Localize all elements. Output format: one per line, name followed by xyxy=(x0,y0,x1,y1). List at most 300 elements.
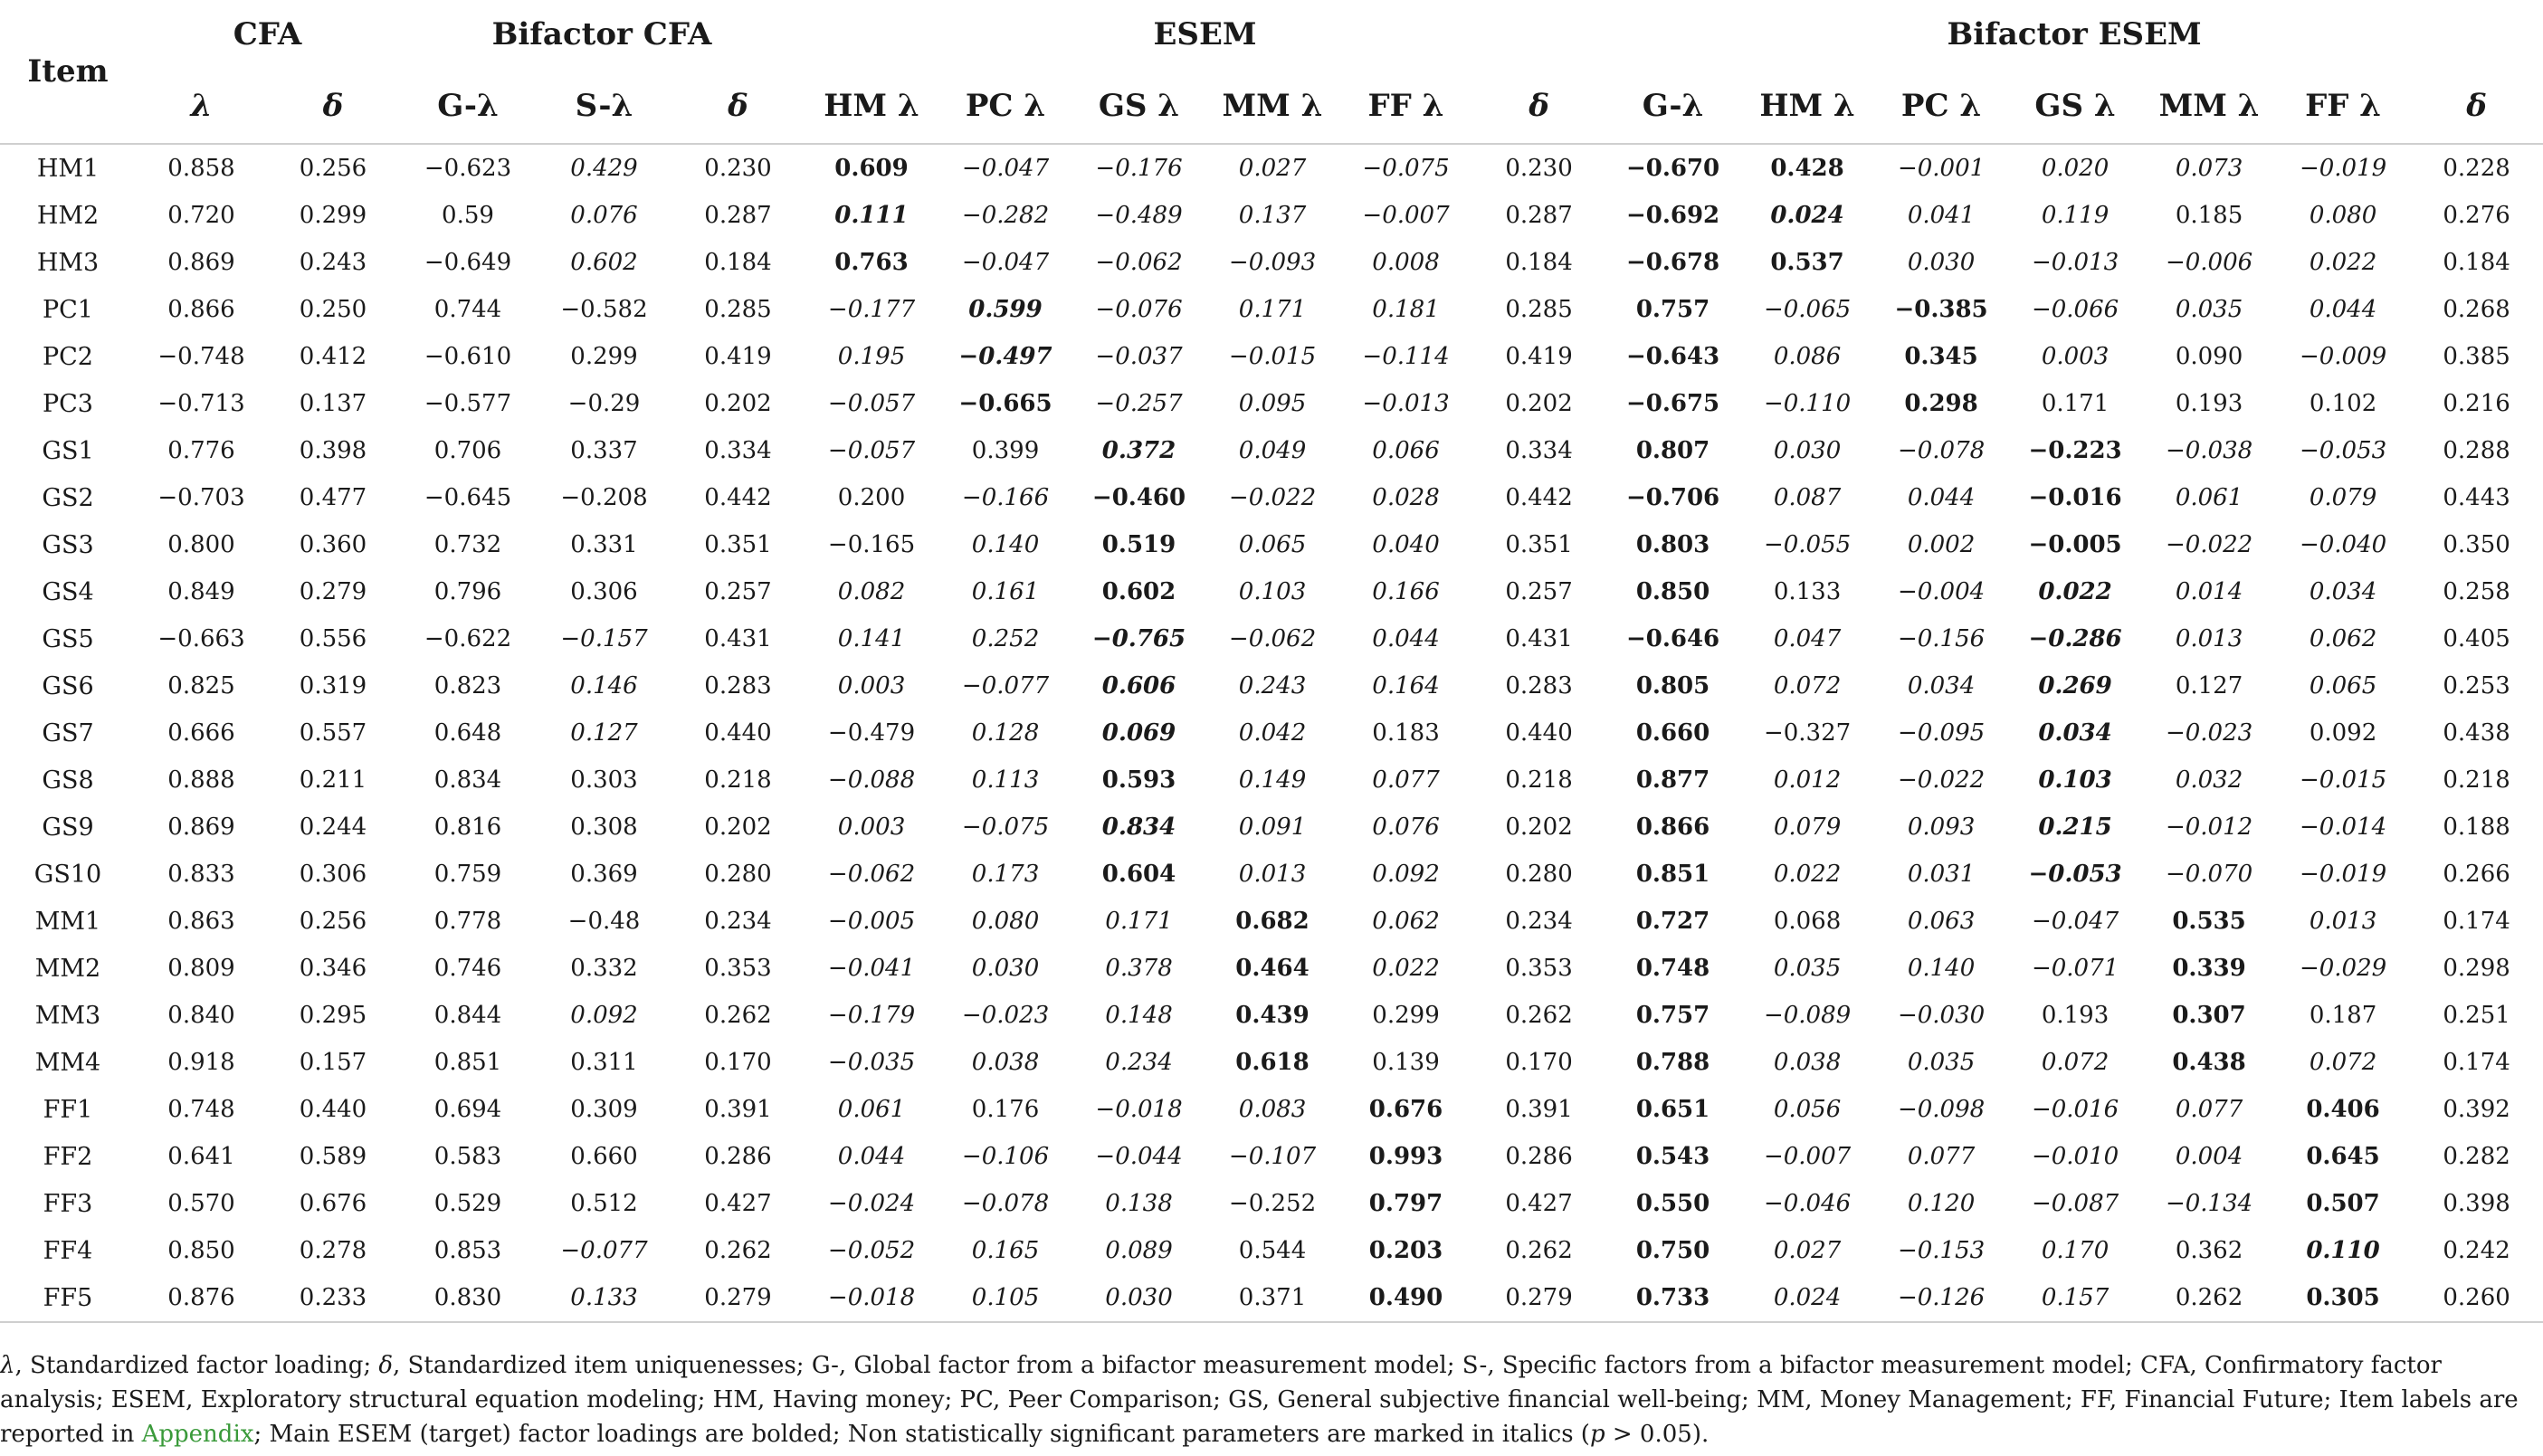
table-cell: 0.170 xyxy=(2041,1237,2110,1264)
table-cell: −0.706 xyxy=(1625,484,1720,511)
item-label: GS8 xyxy=(42,766,94,795)
table-cell: 0.262 xyxy=(704,1237,772,1264)
table-cell: −0.071 xyxy=(2031,955,2119,982)
table-cell: 0.372 xyxy=(1101,437,1176,464)
table-cell: 0.049 xyxy=(1238,437,1307,464)
table-cell: 0.171 xyxy=(1238,296,1307,323)
table-cell: −0.010 xyxy=(2031,1143,2119,1170)
table-cell: 0.648 xyxy=(433,719,502,747)
table-cell: −0.001 xyxy=(1897,155,1986,182)
column-header: FF λ xyxy=(1339,69,1472,144)
table-cell: 0.858 xyxy=(167,155,235,182)
table-cell: 0.041 xyxy=(1907,202,1976,229)
table-cell: 0.298 xyxy=(2443,955,2510,982)
table-body xyxy=(0,144,2543,1322)
table-cell: −0.046 xyxy=(1763,1190,1852,1217)
item-label: PC2 xyxy=(42,342,93,371)
table-cell: 0.140 xyxy=(1907,955,1976,982)
table-cell: 0.065 xyxy=(2309,672,2377,699)
table-cell: 0.512 xyxy=(570,1190,638,1217)
table-cell: 0.825 xyxy=(167,672,235,699)
column-header: G-λ xyxy=(399,69,537,144)
table-cell: 0.431 xyxy=(704,625,772,652)
table-cell: 0.030 xyxy=(1907,249,1976,276)
item-label: GS4 xyxy=(42,577,94,606)
column-header: FF λ xyxy=(2276,69,2410,144)
table-cell: 0.797 xyxy=(1368,1190,1443,1217)
table-cell: 0.748 xyxy=(167,1096,235,1123)
table-cell: 0.113 xyxy=(971,766,1040,794)
table-cell: 0.047 xyxy=(1773,625,1842,652)
table-cell: 0.002 xyxy=(1907,531,1976,558)
table-cell: 0.285 xyxy=(1505,296,1573,323)
table-cell: 0.077 xyxy=(1907,1143,1976,1170)
table-cell: −0.066 xyxy=(2031,296,2119,323)
table-cell: 0.103 xyxy=(1238,578,1307,605)
column-header: MM λ xyxy=(2142,69,2276,144)
table-row xyxy=(0,1180,2543,1227)
table-cell: −0.582 xyxy=(560,296,648,323)
table-cell: 0.295 xyxy=(299,1002,367,1029)
table-cell: 0.351 xyxy=(1505,531,1573,558)
table-cell: 0.311 xyxy=(570,1049,638,1076)
table-row xyxy=(0,851,2543,898)
table-cell: 0.044 xyxy=(837,1143,906,1170)
table-cell: 0.550 xyxy=(1635,1190,1710,1217)
table-cell: 0.092 xyxy=(2309,719,2377,747)
table-cell: −0.014 xyxy=(2299,814,2387,841)
table-cell: 0.863 xyxy=(167,908,235,935)
table-cell: −0.177 xyxy=(827,296,916,323)
table-cell: 0.103 xyxy=(2038,766,2112,794)
table-row xyxy=(0,380,2543,427)
table-cell: 0.228 xyxy=(2443,155,2510,182)
item-label: HM3 xyxy=(36,248,100,277)
table-cell: 0.651 xyxy=(1635,1096,1710,1123)
item-label: GS9 xyxy=(42,813,94,842)
table-cell: 0.258 xyxy=(2443,578,2510,605)
table-cell: 0.371 xyxy=(1205,1274,1339,1322)
column-header: G-λ xyxy=(1605,69,1740,144)
table-cell: 0.809 xyxy=(167,955,235,982)
table-cell: 0.378 xyxy=(1105,955,1173,982)
table-cell: 0.193 xyxy=(2175,390,2243,417)
table-cell: −0.663 xyxy=(157,625,245,652)
table-cell: 0.287 xyxy=(704,202,772,229)
table-cell: 0.068 xyxy=(1773,908,1842,935)
table-cell: 0.065 xyxy=(1238,531,1307,558)
table-cell: 0.027 xyxy=(1773,1237,1842,1264)
table-cell: 0.072 xyxy=(2041,1049,2110,1076)
table-cell: 0.440 xyxy=(1505,719,1573,747)
table-cell: 0.076 xyxy=(1372,814,1440,841)
table-cell: 0.763 xyxy=(834,249,909,276)
table-cell: 0.004 xyxy=(2175,1143,2243,1170)
table-cell: 0.427 xyxy=(1505,1190,1573,1217)
table-cell: −0.208 xyxy=(560,484,648,511)
table-row xyxy=(0,427,2543,474)
table-row xyxy=(0,521,2543,568)
table-cell: 0.062 xyxy=(1372,908,1440,935)
table-cell: 0.419 xyxy=(704,343,772,370)
table-cell: −0.649 xyxy=(424,249,512,276)
column-header: δ xyxy=(671,69,805,144)
table-cell: 0.331 xyxy=(570,531,638,558)
table-cell: 0.519 xyxy=(1101,531,1176,558)
table-cell: 0.279 xyxy=(1472,1274,1605,1322)
table-cell: −0.098 xyxy=(1897,1096,1986,1123)
table-cell: 0.076 xyxy=(570,202,638,229)
footnote-text-3: ; Main ESEM (target) factor loadings are bolded; Non statistically significant parameters are marked in italics ( xyxy=(253,1421,1590,1448)
table-cell: 0.035 xyxy=(2175,296,2243,323)
column-header: λ xyxy=(136,69,267,144)
column-header: PC λ xyxy=(938,69,1072,144)
table-cell: 0.077 xyxy=(1372,766,1440,794)
table-cell: 0.257 xyxy=(1505,578,1573,605)
table-cell: 0.362 xyxy=(2175,1237,2243,1264)
table-cell: 0.256 xyxy=(299,155,367,182)
column-header: PC λ xyxy=(1874,69,2008,144)
table-cell: 0.242 xyxy=(2443,1237,2510,1264)
table-cell: 0.282 xyxy=(2443,1143,2510,1170)
table-cell: 0.309 xyxy=(570,1096,638,1123)
table-cell: 0.720 xyxy=(167,202,235,229)
table-cell: 0.184 xyxy=(2443,249,2510,276)
item-label: GS1 xyxy=(42,436,94,465)
table-cell: 0.137 xyxy=(1238,202,1307,229)
item-label: MM1 xyxy=(34,907,101,936)
table-cell: 0.089 xyxy=(1105,1237,1173,1264)
table-cell: 0.308 xyxy=(570,814,638,841)
table-cell: 0.022 xyxy=(1372,955,1440,982)
table-cell: 0.174 xyxy=(2443,908,2510,935)
table-cell: −0.035 xyxy=(827,1049,916,1076)
table-cell: 0.234 xyxy=(1105,1049,1173,1076)
table-cell: 0.850 xyxy=(1635,578,1710,605)
table-cell: 0.087 xyxy=(1773,484,1842,511)
table-cell: 0.183 xyxy=(1372,719,1440,747)
table-cell: 0.173 xyxy=(971,861,1040,888)
table-cell: 0.757 xyxy=(1635,1002,1710,1029)
table-cell: −0.077 xyxy=(961,672,1050,699)
table-cell: 0.137 xyxy=(299,390,367,417)
table-cell: 0.732 xyxy=(433,531,502,558)
table-cell: −0.062 xyxy=(1095,249,1183,276)
table-row xyxy=(0,1133,2543,1180)
table-cell: 0.332 xyxy=(570,955,638,982)
table-cell: −0.489 xyxy=(1095,202,1183,229)
table-cell: 0.044 xyxy=(1372,625,1440,652)
column-header: HM λ xyxy=(805,69,938,144)
table-cell: −0.286 xyxy=(2028,625,2122,652)
table-cell: 0.570 xyxy=(167,1190,235,1217)
column-header: MM λ xyxy=(1205,69,1339,144)
table-row xyxy=(0,1274,2543,1322)
table-cell: −0.070 xyxy=(2165,861,2253,888)
appendix-link[interactable]: Appendix xyxy=(141,1421,254,1448)
table-cell: 0.816 xyxy=(433,814,502,841)
table-cell: −0.643 xyxy=(1625,343,1720,370)
table-cell: −0.041 xyxy=(827,955,916,982)
table-row xyxy=(0,333,2543,380)
table-cell: 0.024 xyxy=(1740,1274,1874,1322)
table-cell: 0.298 xyxy=(1904,390,1978,417)
table-cell: −0.678 xyxy=(1625,249,1720,276)
table-cell: 0.593 xyxy=(1101,766,1176,794)
table-cell: 0.077 xyxy=(2175,1096,2243,1123)
table-cell: −0.134 xyxy=(2165,1190,2253,1217)
table-row xyxy=(0,192,2543,239)
table-cell: 0.299 xyxy=(570,343,638,370)
table-cell: −0.005 xyxy=(2028,531,2122,558)
table-cell: 0.030 xyxy=(1072,1274,1205,1322)
table-cell: −0.055 xyxy=(1763,531,1852,558)
table-cell: −0.166 xyxy=(961,484,1050,511)
table-cell: 0.428 xyxy=(1770,155,1844,182)
table-cell: 0.604 xyxy=(1101,861,1176,888)
table-cell: 0.203 xyxy=(1368,1237,1443,1264)
table-cell: 0.257 xyxy=(704,578,772,605)
table-cell: 0.778 xyxy=(433,908,502,935)
column-header: δ xyxy=(267,69,399,144)
table-cell: −0.052 xyxy=(827,1237,916,1264)
table-cell: 0.243 xyxy=(299,249,367,276)
table-cell: −0.022 xyxy=(1228,484,1317,511)
table-cell: 0.127 xyxy=(570,719,638,747)
table-cell: 0.299 xyxy=(299,202,367,229)
item-label: HM2 xyxy=(36,201,100,230)
table-cell: −0.479 xyxy=(827,719,916,747)
table-cell: 0.243 xyxy=(1238,672,1307,699)
table-cell: 0.184 xyxy=(704,249,772,276)
table-cell: 0.602 xyxy=(1101,578,1176,605)
table-cell: −0.075 xyxy=(1362,155,1450,182)
table-cell: 0.119 xyxy=(2041,202,2110,229)
table-cell: −0.385 xyxy=(1894,296,1988,323)
table-cell: 0.095 xyxy=(1238,390,1307,417)
table-cell: 0.042 xyxy=(1238,719,1307,747)
table-cell: 0.609 xyxy=(834,155,909,182)
table-cell: 0.319 xyxy=(299,672,367,699)
column-header-row xyxy=(0,69,2543,144)
table-cell: −0.038 xyxy=(2165,437,2253,464)
group-header-cfa: CFA xyxy=(233,16,302,52)
table-cell: 0.022 xyxy=(1773,861,1842,888)
table-cell: 0.174 xyxy=(2443,1049,2510,1076)
table-cell: 0.918 xyxy=(167,1049,235,1076)
table-cell: 0.233 xyxy=(267,1274,399,1322)
table-cell: 0.146 xyxy=(570,672,638,699)
table-cell: 0.438 xyxy=(2172,1049,2246,1076)
table-cell: 0.830 xyxy=(399,1274,537,1322)
table-cell: −0.018 xyxy=(1095,1096,1183,1123)
table-cell: 0.034 xyxy=(2038,719,2112,747)
table-cell: 0.102 xyxy=(2309,390,2377,417)
table-row xyxy=(0,945,2543,992)
table-row xyxy=(0,709,2543,757)
table-cell: 0.003 xyxy=(837,672,906,699)
table-cell: 0.111 xyxy=(834,202,909,229)
table-cell: 0.166 xyxy=(1372,578,1440,605)
table-cell: 0.020 xyxy=(2041,155,2110,182)
table-cell: 0.776 xyxy=(167,437,235,464)
item-label: MM2 xyxy=(34,954,101,983)
table-cell: 0.477 xyxy=(299,484,367,511)
table-cell: 0.351 xyxy=(704,531,772,558)
table-cell: 0.803 xyxy=(1635,531,1710,558)
table-cell: 0.086 xyxy=(1773,343,1842,370)
table-cell: −0.765 xyxy=(1091,625,1186,652)
item-label: GS10 xyxy=(33,860,102,889)
column-header: S-λ xyxy=(537,69,671,144)
table-cell: 0.602 xyxy=(570,249,638,276)
table-cell: 0.091 xyxy=(1238,814,1307,841)
table-cell: 0.044 xyxy=(2309,296,2377,323)
table-cell: 0.385 xyxy=(2443,343,2510,370)
table-cell: 0.244 xyxy=(299,814,367,841)
item-label: MM3 xyxy=(34,1001,101,1030)
table-cell: −0.007 xyxy=(1362,202,1450,229)
table-cell: 0.866 xyxy=(1635,814,1710,841)
table-cell: −0.610 xyxy=(424,343,512,370)
table-cell: −0.019 xyxy=(2299,155,2387,182)
table-cell: 0.022 xyxy=(2038,578,2112,605)
table-row xyxy=(0,568,2543,615)
column-header: HM λ xyxy=(1740,69,1874,144)
table-cell: 0.138 xyxy=(1105,1190,1173,1217)
item-label: FF5 xyxy=(0,1274,136,1322)
table-cell: 0.133 xyxy=(537,1274,671,1322)
table-cell: −0.013 xyxy=(2031,249,2119,276)
table-row xyxy=(0,1086,2543,1133)
table-cell: −0.013 xyxy=(1362,390,1450,417)
table-cell: 0.063 xyxy=(1907,908,1976,935)
table-row xyxy=(0,615,2543,662)
table-cell: −0.460 xyxy=(1091,484,1186,511)
table-cell: 0.337 xyxy=(570,437,638,464)
footnote-delta: δ xyxy=(378,1352,394,1379)
table-cell: 0.676 xyxy=(1368,1096,1443,1123)
table-cell: −0.015 xyxy=(1228,343,1317,370)
table-cell: 0.092 xyxy=(1372,861,1440,888)
table-cell: 0.676 xyxy=(299,1190,367,1217)
table-cell: −0.114 xyxy=(1362,343,1450,370)
item-label: FF1 xyxy=(43,1095,93,1124)
table-cell: −0.004 xyxy=(1897,578,1986,605)
table-cell: 0.187 xyxy=(2309,1002,2377,1029)
table-cell: 0.038 xyxy=(1773,1049,1842,1076)
table-cell: −0.179 xyxy=(827,1002,916,1029)
table-cell: −0.024 xyxy=(827,1190,916,1217)
table-cell: 0.031 xyxy=(1907,861,1976,888)
table-cell: 0.253 xyxy=(2443,672,2510,699)
table-cell: −0.497 xyxy=(958,343,1052,370)
table-cell: 0.083 xyxy=(1238,1096,1307,1123)
table-cell: 0.262 xyxy=(1505,1002,1573,1029)
table-cell: 0.851 xyxy=(1635,861,1710,888)
table-row xyxy=(0,662,2543,709)
table-cell: −0.047 xyxy=(961,155,1050,182)
table-row xyxy=(0,992,2543,1039)
table-cell: 0.013 xyxy=(1238,861,1307,888)
table-cell: −0.157 xyxy=(560,625,648,652)
table-cell: 0.161 xyxy=(971,578,1040,605)
item-label: FF3 xyxy=(43,1189,93,1218)
table-cell: 0.360 xyxy=(299,531,367,558)
table-cell: 0.044 xyxy=(1907,484,1976,511)
table-cell: 0.660 xyxy=(1635,719,1710,747)
table-cell: 0.369 xyxy=(570,861,638,888)
table-cell: −0.037 xyxy=(1095,343,1183,370)
table-row xyxy=(0,898,2543,945)
table-cell: 0.431 xyxy=(1505,625,1573,652)
item-label: PC1 xyxy=(42,295,93,324)
table-cell: 0.682 xyxy=(1235,908,1310,935)
table-cell: 0.556 xyxy=(299,625,367,652)
table-cell: 0.012 xyxy=(1773,766,1842,794)
table-cell: 0.110 xyxy=(2306,1237,2380,1264)
table-cell: 0.171 xyxy=(2041,390,2110,417)
table-cell: 0.398 xyxy=(2443,1190,2510,1217)
table-cell: 0.266 xyxy=(2443,861,2510,888)
table-cell: 0.170 xyxy=(1505,1049,1573,1076)
table-cell: −0.577 xyxy=(424,390,512,417)
table-cell: −0.012 xyxy=(2165,814,2253,841)
table-cell: 0.250 xyxy=(299,296,367,323)
table-cell: 0.391 xyxy=(704,1096,772,1123)
table-cell: −0.29 xyxy=(567,390,641,417)
table-cell: −0.057 xyxy=(827,390,916,417)
table-cell: 0.105 xyxy=(938,1274,1072,1322)
table-cell: −0.645 xyxy=(424,484,512,511)
table-cell: −0.106 xyxy=(961,1143,1050,1170)
table-cell: 0.148 xyxy=(1105,1002,1173,1029)
table-cell: 0.993 xyxy=(1368,1143,1443,1170)
table-cell: 0.888 xyxy=(167,766,235,794)
table-cell: 0.013 xyxy=(2175,625,2243,652)
table-cell: −0.093 xyxy=(1228,249,1317,276)
table-cell: 0.805 xyxy=(1635,672,1710,699)
table-cell: −0.062 xyxy=(827,861,916,888)
table-cell: 0.606 xyxy=(1101,672,1176,699)
table-cell: −0.009 xyxy=(2299,343,2387,370)
footnote-text-2: , Standardized item uniquenesses; G-, Global factor from a bifactor measurement model; S-, Specific factors from a bifactor measurement model; CFA, Confirmatory factor analysis; ESEM, Exploratory structural equation modeling; HM, Having money; PC, Peer Comparison; GS, General subjective financial well-being; MM, Money Management; FF, Financial Future; Item labels are reported in xyxy=(0,1352,2519,1448)
table-cell: 0.844 xyxy=(433,1002,502,1029)
table-cell: 0.796 xyxy=(433,578,502,605)
table-cell: 0.215 xyxy=(2038,814,2112,841)
table-cell: −0.016 xyxy=(2031,1096,2119,1123)
table-cell: 0.157 xyxy=(299,1049,367,1076)
item-label: PC3 xyxy=(42,389,93,418)
table-cell: 0.260 xyxy=(2410,1274,2543,1322)
table-cell: 0.788 xyxy=(1635,1049,1710,1076)
table-cell: −0.692 xyxy=(1625,202,1720,229)
table-cell: −0.023 xyxy=(961,1002,1050,1029)
table-cell: −0.029 xyxy=(2299,955,2387,982)
table-cell: 0.529 xyxy=(433,1190,502,1217)
table-cell: 0.306 xyxy=(570,578,638,605)
table-cell: 0.202 xyxy=(704,390,772,417)
table-cell: 0.280 xyxy=(704,861,772,888)
table-cell: 0.061 xyxy=(837,1096,906,1123)
table-cell: 0.443 xyxy=(2443,484,2510,511)
table-cell: 0.406 xyxy=(2306,1096,2380,1123)
table-cell: 0.073 xyxy=(2175,155,2243,182)
table-row xyxy=(0,144,2543,192)
table-cell: 0.286 xyxy=(1505,1143,1573,1170)
table-cell: 0.353 xyxy=(704,955,772,982)
table-cell: 0.202 xyxy=(704,814,772,841)
